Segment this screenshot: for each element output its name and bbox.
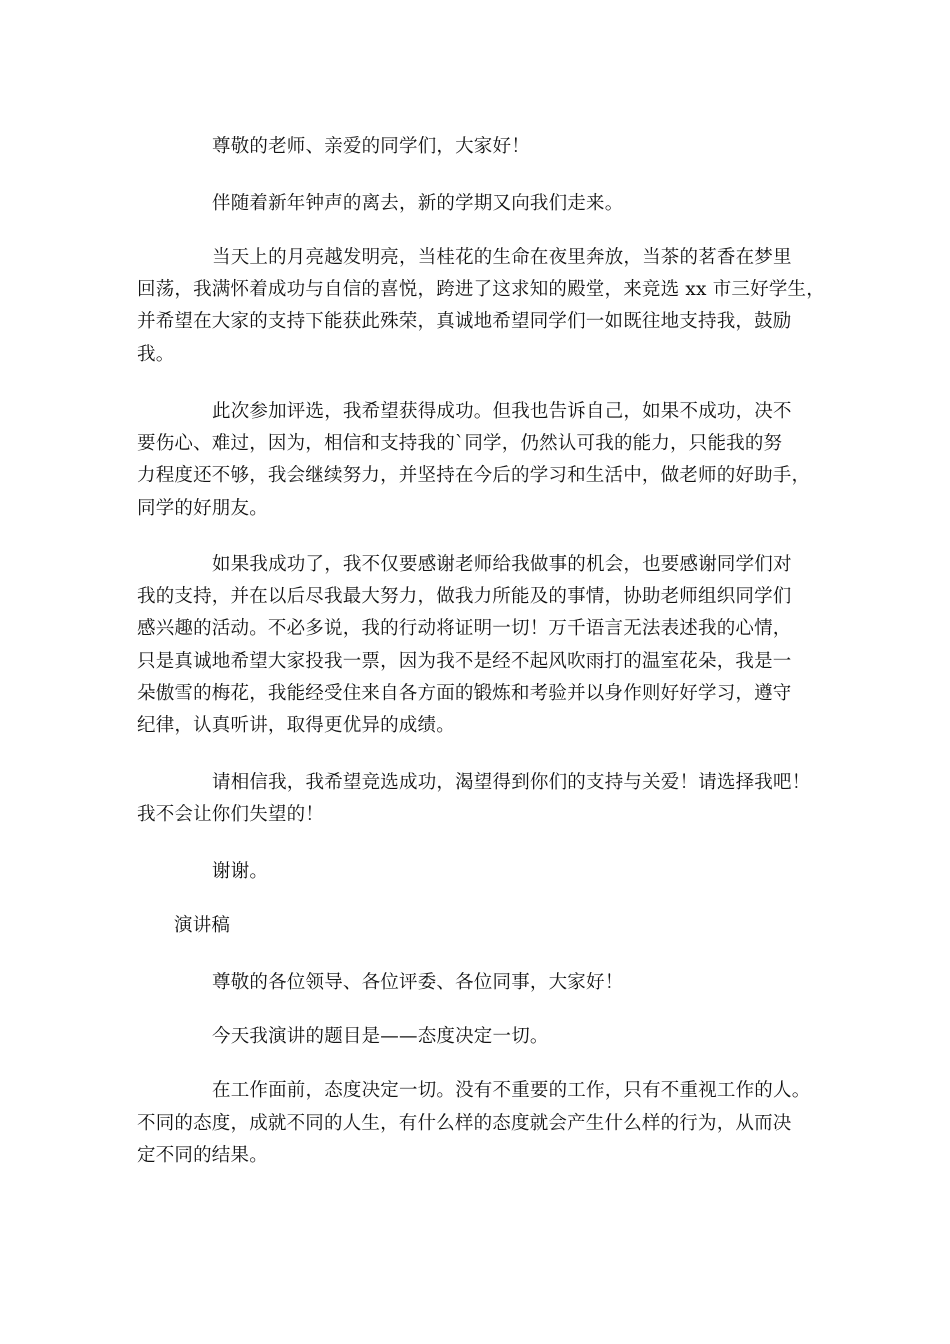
speech-topic-line-1: 今天我演讲的题目是——态度决定一切。 [212,1026,549,1047]
paragraph-success-line-6: 纪律，认真听讲，取得更优异的成绩。 [137,715,455,736]
paragraph-attitude-line-1: 在工作面前，态度决定一切。没有不重要的工作，只有不重视工作的人。 [212,1080,811,1101]
paragraph-attitude-line-2: 不同的态度，成就不同的人生，有什么样的态度就会产生什么样的行为，从而决 [137,1113,792,1134]
paragraph-attitude-line-3: 定不同的结果。 [137,1145,268,1166]
thanks-line-1: 谢谢。 [212,861,269,882]
paragraph-success-line-3: 感兴趣的活动。不必多说，我的行动将证明一切！万千语言无法表述我的心情， [137,618,792,639]
section-title-line-1: 演讲稿 [174,915,231,936]
paragraph-election-line-1: 此次参加评选，我希望获得成功。但我也告诉自己，如果不成功，决不 [212,401,792,422]
paragraph-moon-line-1: 当天上的月亮越发明亮，当桂花的生命在夜里奔放，当茶的茗香在梦里 [212,247,792,268]
paragraph-moon-line-2: 回荡，我满怀着成功与自信的喜悦，跨进了这求知的殿堂，来竞选 xx 市三好学生， [137,279,825,300]
paragraph-new-term-line-1: 伴随着新年钟声的离去，新的学期又向我们走来。 [212,193,624,214]
greeting-2-line-1: 尊敬的各位领导、各位评委、各位同事，大家好！ [212,972,624,993]
paragraph-election-line-3: 力程度还不够，我会继续努力，并坚持在今后的学习和生活中，做老师的好助手， [137,465,811,486]
paragraph-election-line-2: 要伤心、难过，因为，相信和支持我的`同学，仍然认可我的能力，只能我的努 [137,433,783,454]
paragraph-success-line-5: 朵傲雪的梅花，我能经受住来自各方面的锻炼和考验并以身作则好好学习，遵守 [137,683,792,704]
greeting-1-line-1: 尊敬的老师、亲爱的同学们，大家好！ [212,136,530,157]
paragraph-success-line-1: 如果我成功了，我不仅要感谢老师给我做事的机会，也要感谢同学们对 [212,554,792,575]
paragraph-believe-line-2: 我不会让你们失望的！ [137,804,325,825]
paragraph-moon-line-3: 并希望在大家的支持下能获此殊荣，真诚地希望同学们一如既往地支持我，鼓励 [137,311,792,332]
paragraph-election-line-4: 同学的好朋友。 [137,498,268,519]
paragraph-believe-line-1: 请相信我，我希望竞选成功，渴望得到你们的支持与关爱！请选择我吧！ [212,772,811,793]
paragraph-moon-line-4: 我。 [137,344,175,365]
paragraph-success-line-2: 我的支持，并在以后尽我最大努力，做我力所能及的事情，协助老师组织同学们 [137,586,792,607]
paragraph-success-line-4: 只是真诚地希望大家投我一票，因为我不是经不起风吹雨打的温室花朵，我是一 [137,651,792,672]
